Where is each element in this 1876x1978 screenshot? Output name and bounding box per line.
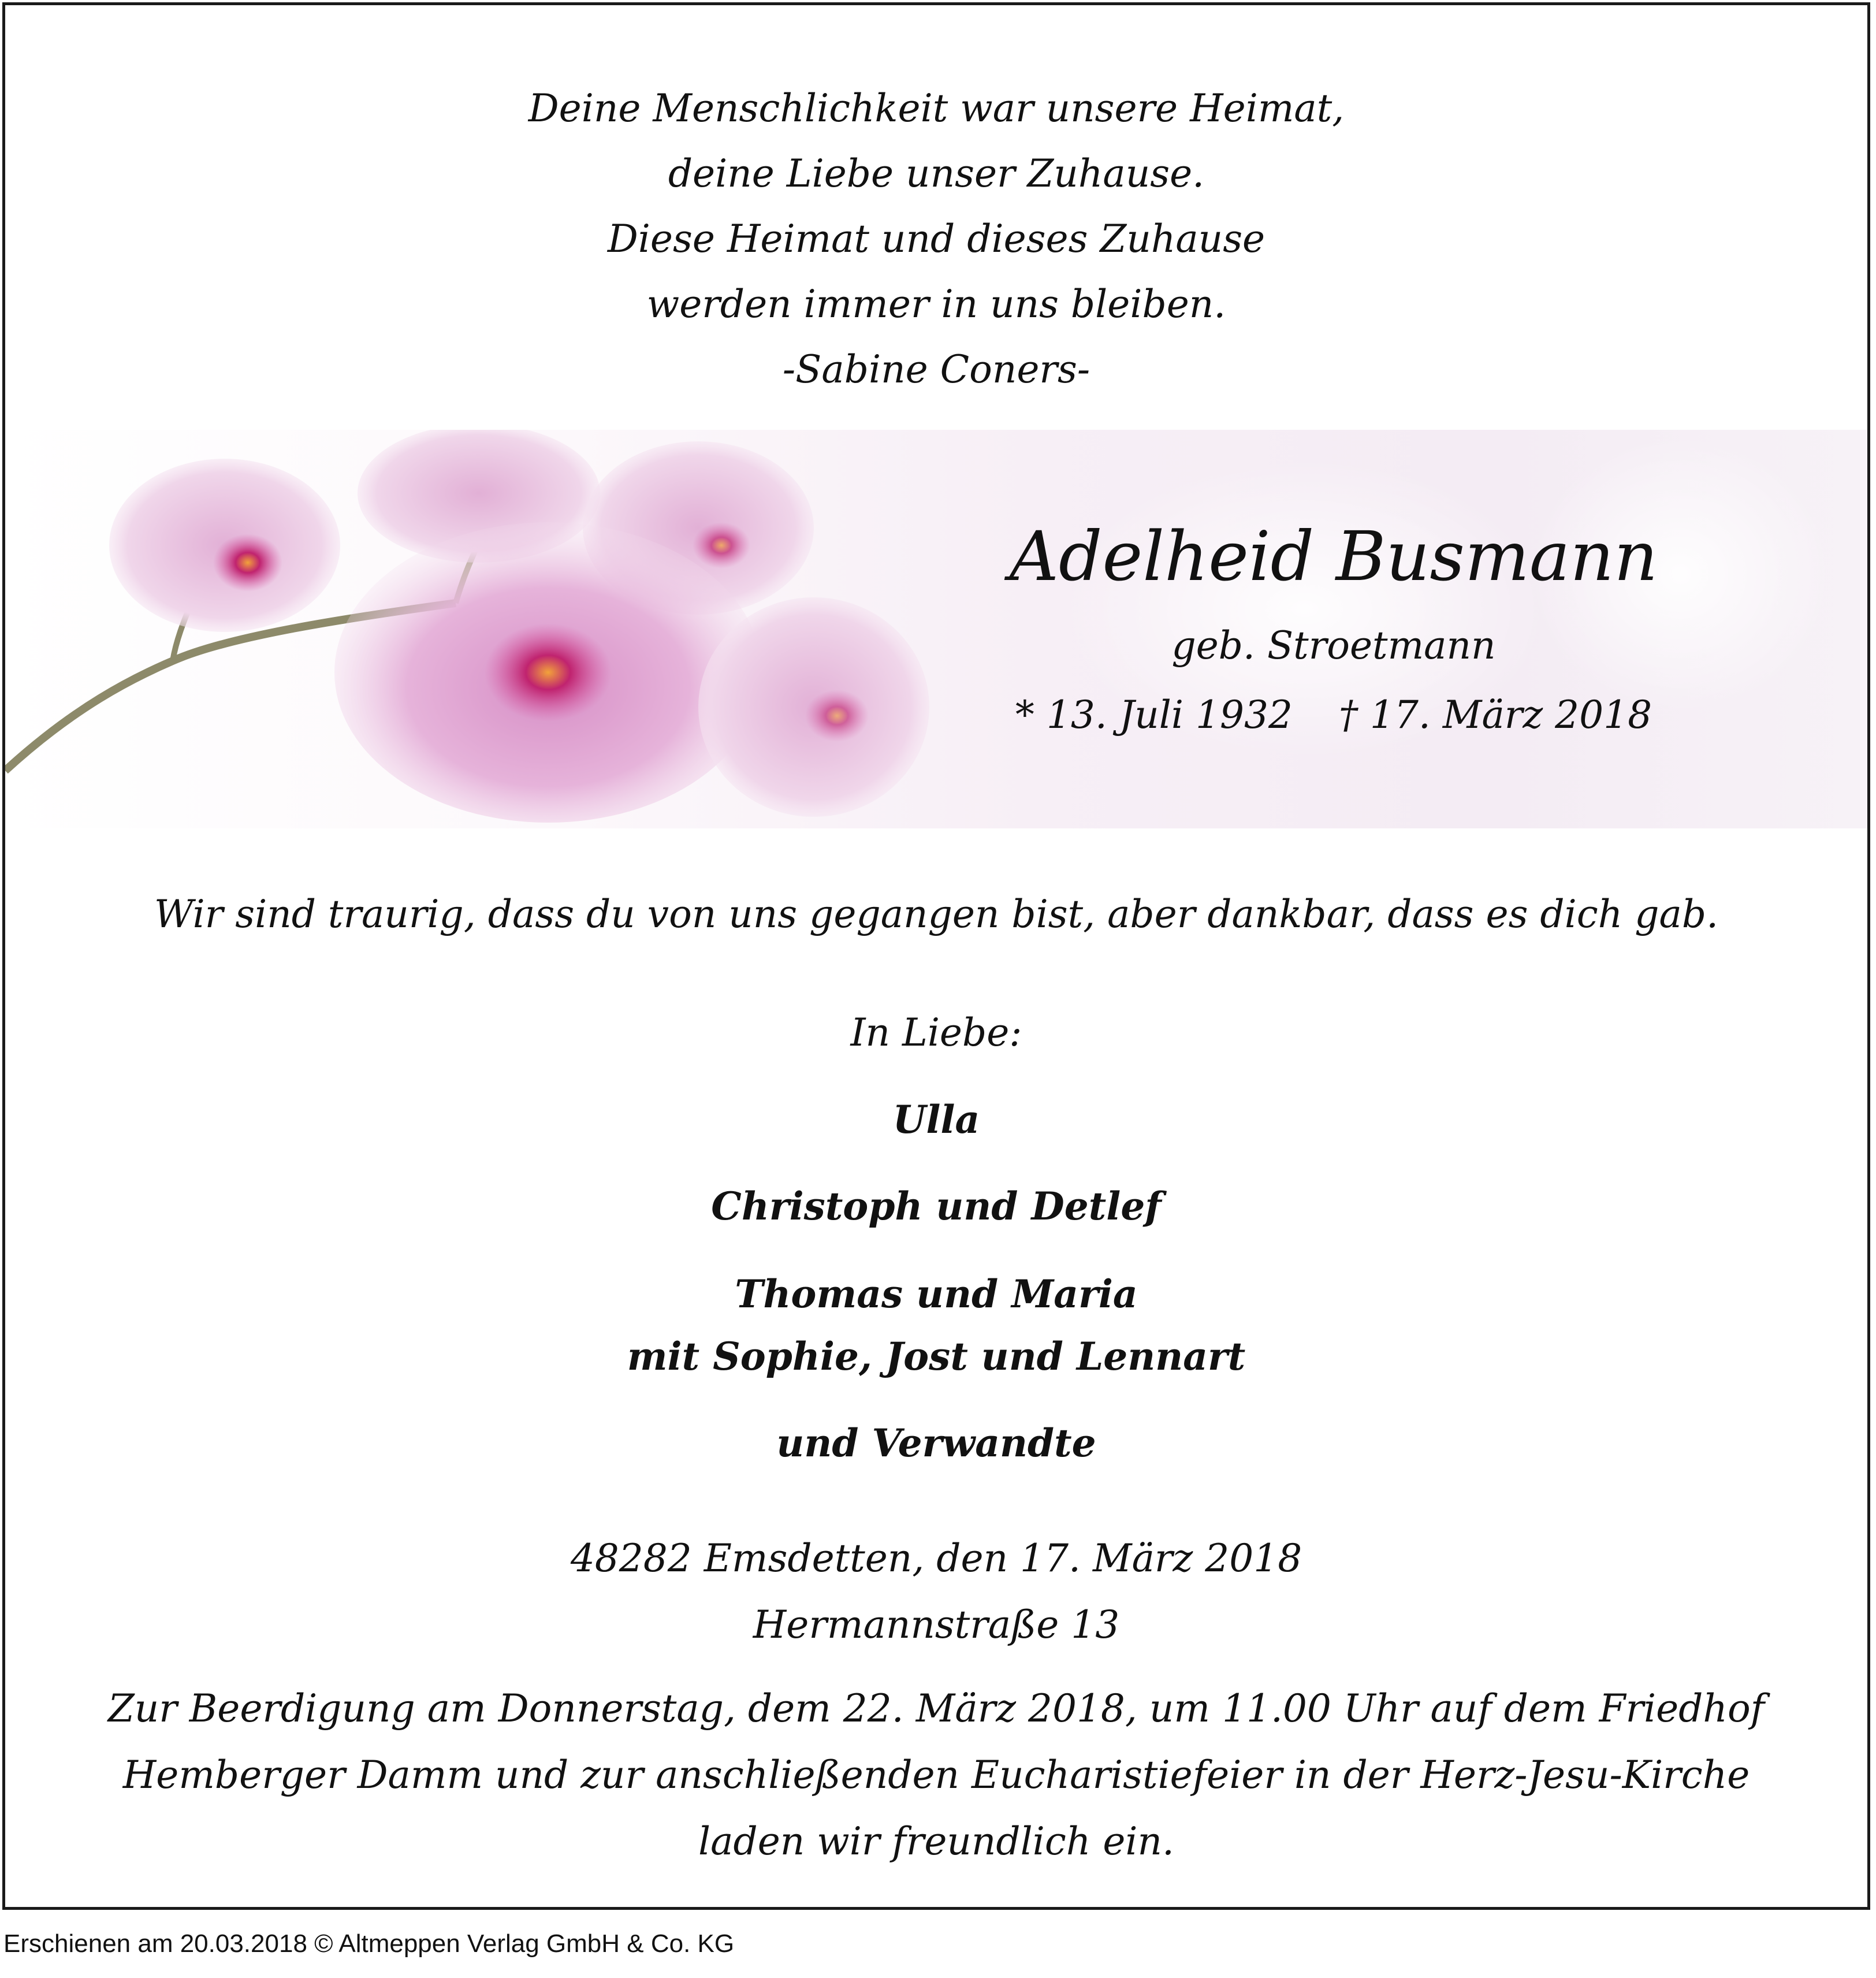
- obituary-frame: [2, 2, 1870, 1910]
- publication-footer: Erschienen am 20.03.2018 © Altmeppen Verlag GmbH & Co. KG: [3, 1929, 735, 1958]
- condolence-text: Wir sind traurig, dass du von uns gegangen bist, aber dankbar, dass es dich gab.: [154, 892, 1719, 936]
- poem-line-4: werden immer in uns bleiben.: [646, 282, 1226, 326]
- orchid-banner: [5, 430, 1867, 828]
- poem-author: -Sabine Coners-: [782, 347, 1090, 392]
- maiden-name: geb. Stroetmann: [1171, 623, 1496, 668]
- mourner-name: mit Sophie, Jost und Lennart: [627, 1334, 1246, 1379]
- mourner-name: Christoph und Detlef: [711, 1184, 1162, 1229]
- poem-line-3: Diese Heimat und dieses Zuhause: [607, 217, 1265, 261]
- mourner-name: Thomas und Maria: [735, 1271, 1138, 1317]
- mourner-name: Ulla: [892, 1097, 980, 1142]
- funeral-line-1: Zur Beerdigung am Donnerstag, dem 22. März 2018, um 11.00 Uhr auf dem Friedhof: [107, 1686, 1765, 1731]
- birth-date: * 13. Juli 1932: [1015, 693, 1293, 737]
- death-date: † 17. März 2018: [1338, 693, 1652, 737]
- poem-line-1: Deine Menschlichkeit war unsere Heimat,: [528, 86, 1345, 131]
- funeral-line-3: laden wir freundlich ein.: [698, 1819, 1174, 1864]
- funeral-line-2: Hemberger Damm und zur anschließenden Eucharistiefeier in der Herz-Jesu-Kirche: [122, 1753, 1750, 1797]
- life-dates: [929, 693, 1738, 737]
- deceased-name: Adelheid Busmann: [1009, 516, 1658, 596]
- mourner-name: und Verwandte: [776, 1421, 1096, 1466]
- mourners-intro: In Liebe:: [850, 1010, 1022, 1055]
- street-address: Hermannstraße 13: [753, 1603, 1120, 1647]
- place-date: 48282 Emsdetten, den 17. März 2018: [570, 1536, 1302, 1581]
- poem-line-2: deine Liebe unser Zuhause.: [668, 151, 1205, 196]
